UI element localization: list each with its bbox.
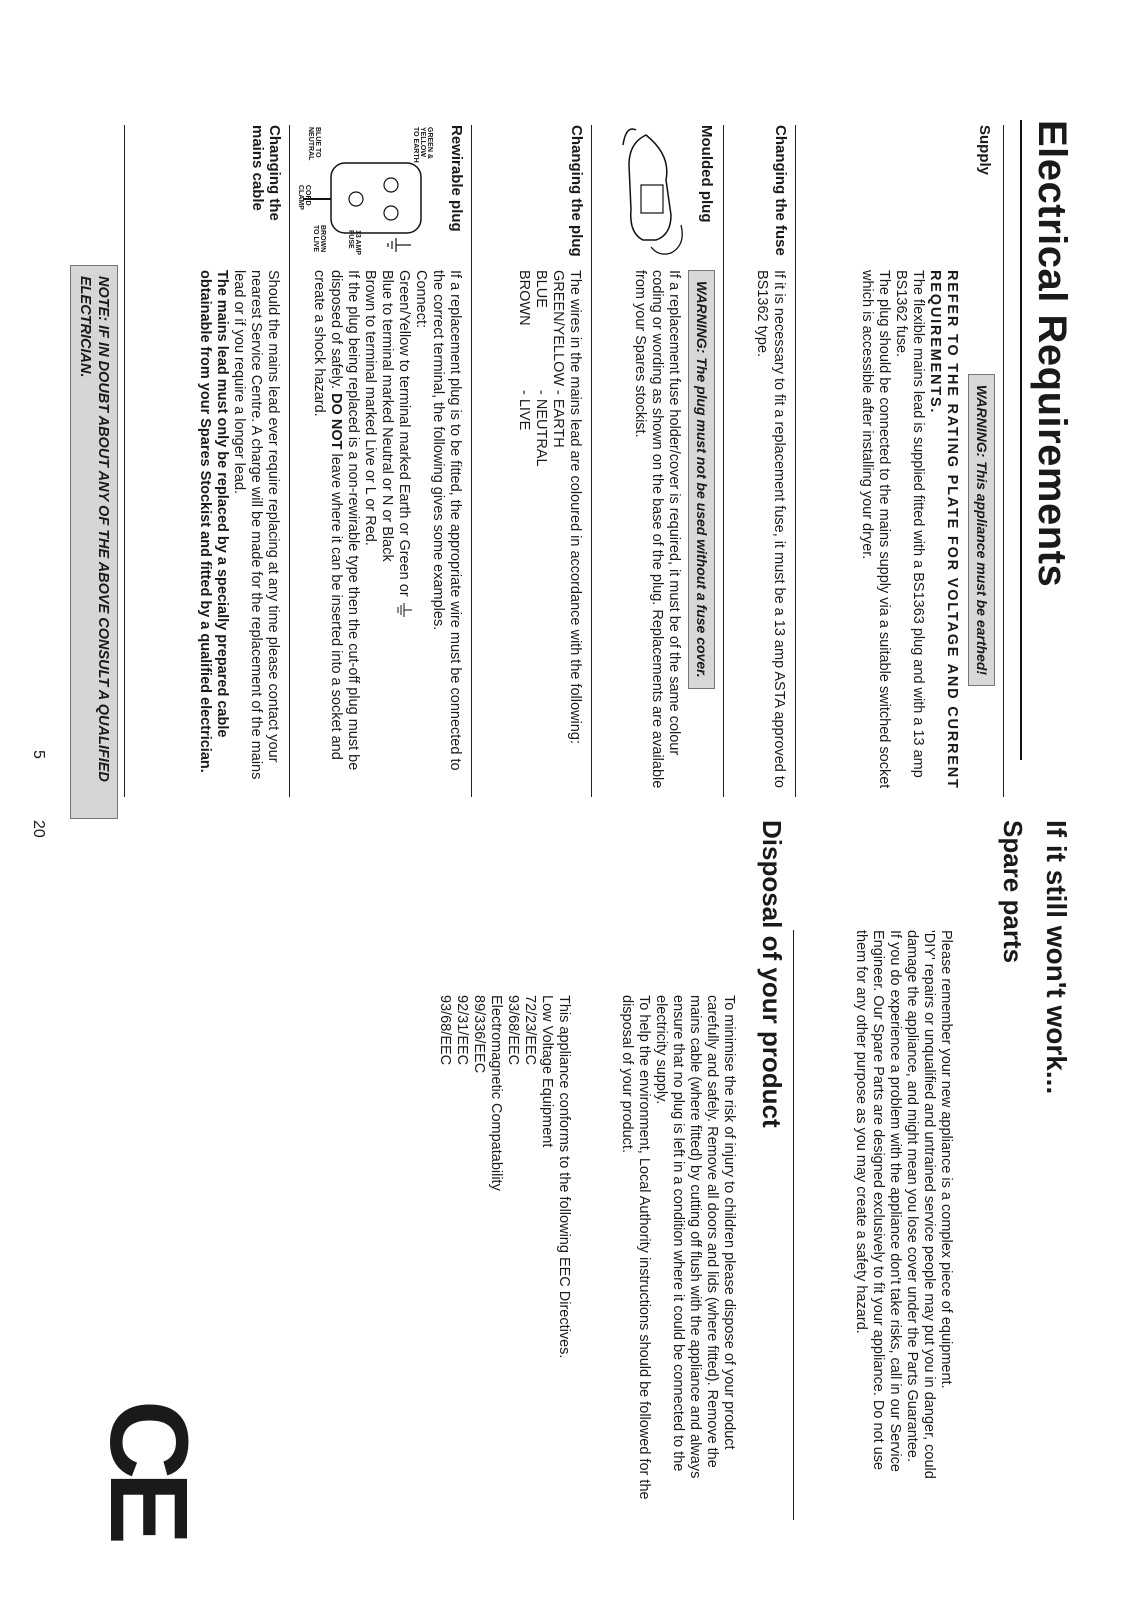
paragraph: If the plug being replaced is a non-rewirable type then the cut-off plug must be disposed of safely. DO NOT leave where it can be inserted into a socket and create a shock hazard. [311,270,361,771]
row-content [858,270,995,790]
directive-item: 72/23/EEC [522,995,538,1066]
directives-intro: This appliance conforms to the following EEC Directives. [556,995,572,1359]
wire-row: GREEN/YELLOW - EARTH [550,270,566,448]
directive-item: Low Voltage Equipment [539,995,555,1148]
row-label: Rewirable plug [448,125,465,232]
earth-symbol-icon [396,601,412,619]
paragraph: If a replacement plug is to be fitted, the appropriate wire must be connected to the correct terminal, the following gives some examples. [430,270,463,771]
row-label: Supply [976,125,993,176]
row-moulded-plug [591,125,724,797]
spare-parts-title: Spare parts [998,820,1028,964]
paragraph: Green/Yellow to terminal marked Earth or Green or [395,270,412,790]
page-heading: If it still won't work... [1041,820,1072,1095]
electrician-note: NOTE: IF IN DOUBT ABOUT ANY OF THE ABOVE CONSULT A QUALIFIED ELECTRICIAN. [70,265,118,819]
page-number: 20 [30,820,47,838]
directive-item: 93/68/EEC [505,995,521,1066]
page-spare-parts [0,800,1132,1601]
directive-item: 93/68/EEC [437,995,453,1066]
row-changing-fuse [723,125,796,797]
do-not-emphasis: DO NOT [328,393,344,450]
label-green-yellow: GREEN & YELLOW TO EARTH [412,127,433,163]
disposal-text [618,995,737,1505]
paragraph: Blue to terminal marked Neutral or N or Black [379,270,395,562]
row-changing-mains-cable [124,125,290,797]
label-cord-clamp: CORD CLAMP [297,185,311,210]
paragraph: To minimise the risk of injury to children please dispose of your product carefully and safely. Remove all doors and lids (where fitted). Remove the mains cable (where fitted) by cutting off flush with the appliance and always ensure that no plug is left in a condition where it could be connected to the electricity supply. [653,995,737,1479]
paragraph: The mains lead must only be replaced by a specially prepared cable obtainable from your Spares Stockist and fitted by a qualified electrician. [197,270,230,773]
paragraph: If you do experience a problem with the appliance don't take risks, call in our Service Engineer. Our Spare Parts are designed exclusively to fit your appliance. Do not use them for any other purpose as you may create a safety hazard. [853,930,903,1472]
row-content [515,270,583,790]
paragraph: Brown to terminal marked Live or L or Red. [362,270,378,546]
disposal-title: Disposal of your product [757,820,787,1128]
row-content [753,270,787,790]
wire-row: BLUE - NEUTRAL [533,270,549,467]
spare-parts-text [852,930,954,1490]
row-content [310,270,463,790]
paragraph: Please remember your new appliance is a complex piece of equipment. [938,930,954,1389]
fuse-cover-warning: WARNING: The plug must not be used without a fuse cover. [688,270,715,689]
directive-item: 92/31/EEC [454,995,470,1066]
paragraph: To help the environment, Local Authority instructions should be followed for the disposal of your product. [619,995,652,1500]
row-label: Moulded plug [698,125,715,223]
label-brown: BROWN TO LIVE [312,225,326,253]
directive-item: Electromagnetic Compatability [488,995,504,1191]
requirements-table [0,125,1004,797]
directive-item: 89/336/EEC [471,995,487,1074]
paragraph: The wires in the mains lead are coloured in accordance with the following: [567,270,583,744]
ce-mark-logo: CE [87,1400,210,1537]
row-label: Changing the fuse [772,125,789,256]
section-divider [793,930,794,1520]
label-blue: BLUE TO NEUTRAL [307,127,321,161]
page-title: Electrical Requirements [1030,120,1074,588]
wire-row: BROWN - LIVE [516,270,532,431]
row-supply [795,125,1004,797]
paragraph: The flexible mains lead is supplied fitted with a BS1363 plug and with a 13 amp BS1362 fuse. [893,270,926,778]
row-content [196,270,281,790]
paragraph: Should the mains lead ever require replacing at any time please contact your nearest Service Centre. A charge will be made for the replacement of the mains lead or if you require a longer lead. [231,270,281,780]
moulded-plug-icon [621,125,691,260]
title-rule [1020,120,1022,760]
earth-warning: WARNING: This appliance must be earthed! [968,374,995,686]
row-label: Changing the mains cable [249,125,283,221]
paragraph: The plug should be connected to the mains supply via a suitable switched socket which is accessible after installing your dryer. [859,270,892,789]
paragraph: If it is necessary to fit a replacement fuse, it must be a 13 amp ASTA approved to BS1362 type. [754,270,787,788]
eec-directives [436,995,572,1415]
page-number: 5 [30,750,47,759]
rating-instruction: REFER TO THE RATING PLATE FOR VOLTAGE AND CURRENT REQUIREMENTS. [927,270,960,790]
row-label: Changing the plug [568,125,585,257]
paragraph: Connect: [413,270,429,329]
label-fuse: 13 AMP FUSE [347,230,361,255]
row-changing-plug [471,125,592,797]
page-electrical-requirements [0,0,1132,800]
row-content [631,270,715,790]
paragraph: 'DIY' repairs or unqualified and untrained service people may put you in danger, could damage the appliance, and might mean you lose cover under the Parts Guarantee. [904,930,937,1479]
row-rewirable-plug [289,125,472,797]
paragraph: If a replacement fuse holder/cover is required, it must be of the same colour coding or wording as shown on the base of the plug. Replacements are available from your Spares stockist. [632,270,682,789]
